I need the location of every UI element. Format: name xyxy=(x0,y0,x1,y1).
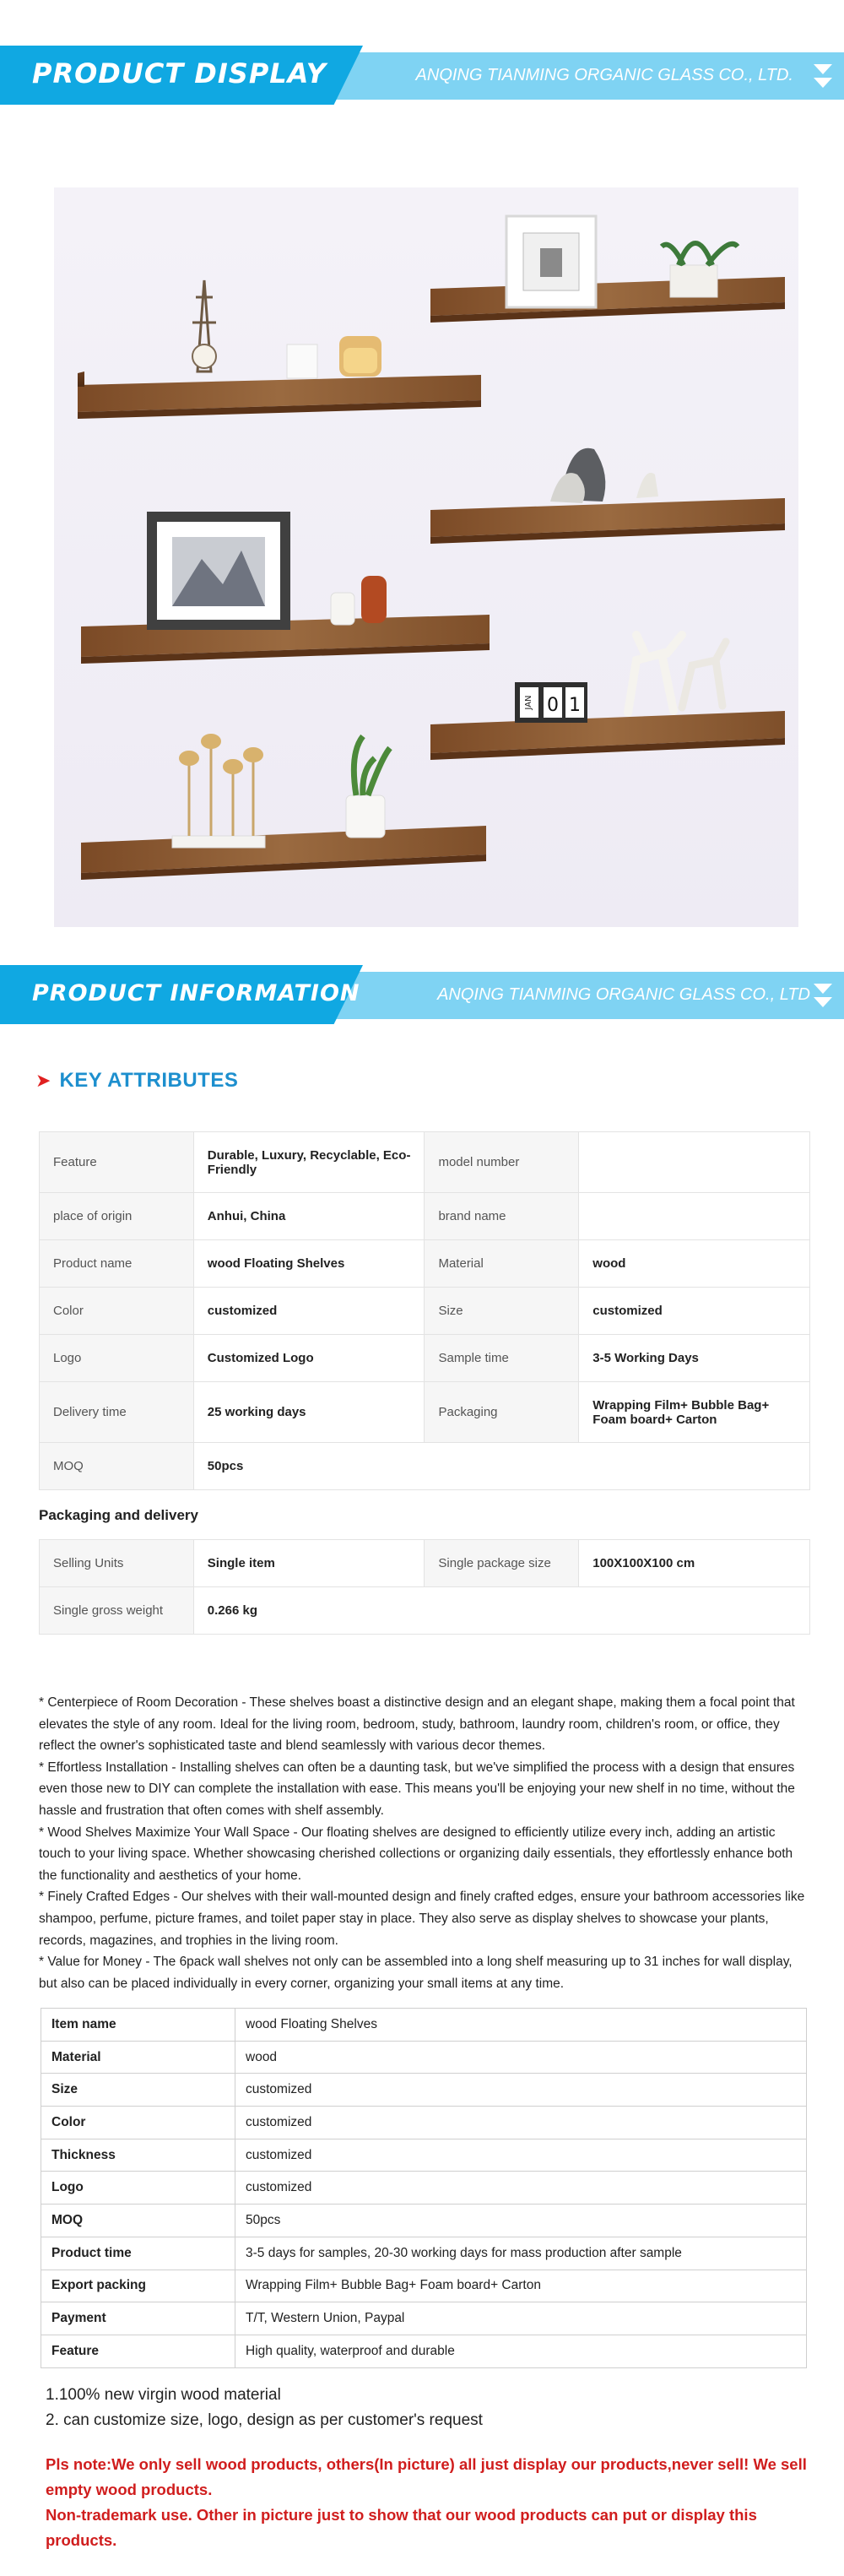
shelf-3 xyxy=(81,512,490,664)
spec-key: Logo xyxy=(41,2172,235,2205)
attr-value: Customized Logo xyxy=(193,1335,425,1382)
shelf-5 xyxy=(430,635,785,760)
spec-value: 3-5 days for samples, 20-30 working days for mass production after sample xyxy=(235,2237,807,2270)
attr-key: Single gross weight xyxy=(40,1587,194,1635)
attr-value: Single item xyxy=(193,1540,425,1587)
attr-key: Packaging xyxy=(425,1382,579,1443)
banner-title: PRODUCT INFORMATION xyxy=(32,980,360,1006)
spec-key: Color xyxy=(41,2107,235,2139)
product-display-banner xyxy=(0,46,844,105)
spec-key: Item name xyxy=(41,2009,235,2042)
shelf-1 xyxy=(78,280,481,419)
attr-value xyxy=(579,1132,810,1193)
table-row xyxy=(41,2270,807,2302)
attr-value: wood Floating Shelves xyxy=(193,1240,425,1288)
key-attributes-heading xyxy=(35,1069,238,1093)
attr-value: 50pcs xyxy=(193,1443,809,1490)
attr-key: place of origin xyxy=(40,1193,194,1240)
description-paragraph: * Finely Crafted Edges - Our shelves with their wall-mounted design and finely crafted edges, ensure your bathroom accessories like shampoo, perfume, picture frames, and toilet paper stay in place. They also serve as display shelves to showcase your plants, records, magazines, and trophies in the living room. xyxy=(39,1890,805,1948)
table-row xyxy=(40,1540,810,1587)
banner-company: ANQING TIANMING ORGANIC GLASS CO., LTD. xyxy=(415,66,793,84)
attr-value: 0.266 kg xyxy=(193,1587,809,1635)
table-row xyxy=(40,1288,810,1335)
shelf-2 xyxy=(430,216,785,323)
calendar-month: JAN xyxy=(524,695,533,710)
banner-title: PRODUCT DISPLAY xyxy=(32,57,327,89)
table-row xyxy=(41,2041,807,2074)
calendar-digit-2: 1 xyxy=(569,695,581,716)
key-attributes-title: KEY ATTRIBUTES xyxy=(59,1069,239,1092)
attr-key: Material xyxy=(425,1240,579,1288)
attr-key: Size xyxy=(425,1288,579,1335)
table-row xyxy=(40,1587,810,1635)
table-row xyxy=(41,2107,807,2139)
table-row xyxy=(41,2139,807,2172)
spec-value: 50pcs xyxy=(235,2205,807,2237)
product-photo xyxy=(54,187,798,927)
table-row xyxy=(41,2009,807,2042)
spec-value: T/T, Western Union, Paypal xyxy=(235,2302,807,2335)
table-row xyxy=(40,1240,810,1288)
spec-value: customized xyxy=(235,2074,807,2107)
product-description xyxy=(39,1692,809,1994)
spec-key: Thickness xyxy=(41,2139,235,2172)
attr-value: Anhui, China xyxy=(193,1193,425,1240)
note-line: 2. can customize size, logo, design as per customer's request xyxy=(46,2411,483,2429)
floating-shelves-illustration xyxy=(54,187,798,927)
attr-key: Delivery time xyxy=(40,1382,194,1443)
banner-company: ANQING TIANMING ORGANIC GLASS CO., LTD xyxy=(437,985,810,1004)
arrow-right-icon: ➤ xyxy=(35,1070,51,1091)
table-row xyxy=(41,2074,807,2107)
table-row xyxy=(41,2172,807,2205)
attr-key: Feature xyxy=(40,1132,194,1193)
spec-value: wood Floating Shelves xyxy=(235,2009,807,2042)
table-row xyxy=(40,1193,810,1240)
table-row xyxy=(40,1335,810,1382)
attr-value: 25 working days xyxy=(193,1382,425,1443)
shelf-6 xyxy=(81,734,486,880)
product-notes xyxy=(46,2383,483,2433)
spec-table xyxy=(41,2008,807,2368)
warning-line: Non-trademark use. Other in picture just to show that our wood products can put or display this products. xyxy=(46,2506,757,2549)
attr-value: customized xyxy=(193,1288,425,1335)
attr-value: Wrapping Film+ Bubble Bag+ Foam board+ Carton xyxy=(579,1382,810,1443)
table-row xyxy=(40,1443,810,1490)
attr-key: Single package size xyxy=(425,1540,579,1587)
attr-key: brand name xyxy=(425,1193,579,1240)
warning-notice xyxy=(46,2452,814,2553)
spec-key: Size xyxy=(41,2074,235,2107)
spec-key: Feature xyxy=(41,2335,235,2367)
attr-key: Color xyxy=(40,1288,194,1335)
packaging-heading: Packaging and delivery xyxy=(39,1507,198,1523)
double-chevron-down-icon xyxy=(814,980,832,1011)
spec-value: customized xyxy=(235,2139,807,2172)
table-row xyxy=(41,2335,807,2367)
spec-value: High quality, waterproof and durable xyxy=(235,2335,807,2367)
spec-key: MOQ xyxy=(41,2205,235,2237)
calendar-digit-1: 0 xyxy=(547,695,559,716)
table-row xyxy=(41,2237,807,2270)
spec-value: customized xyxy=(235,2172,807,2205)
attr-value: 100X100X100 cm xyxy=(579,1540,810,1587)
table-row xyxy=(41,2205,807,2237)
spec-value: wood xyxy=(235,2041,807,2074)
table-row xyxy=(40,1132,810,1193)
description-paragraph: * Wood Shelves Maximize Your Wall Space - Our floating shelves are designed to efficiently utilize every inch, adding an artistic touch to your living space. Whether showcasing cherished collections or organizing daily essentials, they effortlessly enhance both the functionality and aesthetics of your home. xyxy=(39,1825,793,1883)
attr-key: Logo xyxy=(40,1335,194,1382)
attr-key: model number xyxy=(425,1132,579,1193)
attr-key: Product name xyxy=(40,1240,194,1288)
description-paragraph: * Centerpiece of Room Decoration - These shelves boast a distinctive design and an elegant shape, making them a focal point that elevates the style of any room. Ideal for the living room, bedroom, study, bathroom, laundry room, children's room, or office, they reflect the owner's sophisticated taste and blend seamlessly with various decor themes. xyxy=(39,1695,795,1754)
double-chevron-down-icon xyxy=(814,61,832,91)
description-paragraph: * Effortless Installation - Installing shelves can often be a daunting task, but we've simplified the process with a design that ensures even those new to DIY can complete the installation with ease. This means you'll be enjoying your new shelf in no time, without the hassle and frustration that often comes with shelf assembly. xyxy=(39,1760,795,1818)
attr-key: MOQ xyxy=(40,1443,194,1490)
spec-key: Product time xyxy=(41,2237,235,2270)
spec-key: Material xyxy=(41,2041,235,2074)
table-row xyxy=(40,1382,810,1443)
spec-key: Payment xyxy=(41,2302,235,2335)
attr-value xyxy=(579,1193,810,1240)
table-row xyxy=(41,2302,807,2335)
spec-key: Export packing xyxy=(41,2270,235,2302)
description-paragraph: * Value for Money - The 6pack wall shelves not only can be assembled into a long shelf measuring up to 31 inches for wall display, but also can be placed individually in every corner, organizing your small items at any time. xyxy=(39,1955,793,1991)
spec-value: Wrapping Film+ Bubble Bag+ Foam board+ Carton xyxy=(235,2270,807,2302)
warning-line: Pls note:We only sell wood products, others(In picture) all just display our products,never sell! We sell empty wood products. xyxy=(46,2455,807,2498)
attr-value: 3-5 Working Days xyxy=(579,1335,810,1382)
attr-value: wood xyxy=(579,1240,810,1288)
shelf-4 xyxy=(430,448,785,544)
attr-value: customized xyxy=(579,1288,810,1335)
packaging-table xyxy=(39,1539,810,1635)
attr-key: Sample time xyxy=(425,1335,579,1382)
attr-value: Durable, Luxury, Recyclable, Eco-Friendly xyxy=(193,1132,425,1193)
note-line: 1.100% new virgin wood material xyxy=(46,2386,281,2404)
product-information-banner xyxy=(0,965,844,1024)
spec-value: customized xyxy=(235,2107,807,2139)
attr-key: Selling Units xyxy=(40,1540,194,1587)
key-attributes-table xyxy=(39,1131,810,1490)
